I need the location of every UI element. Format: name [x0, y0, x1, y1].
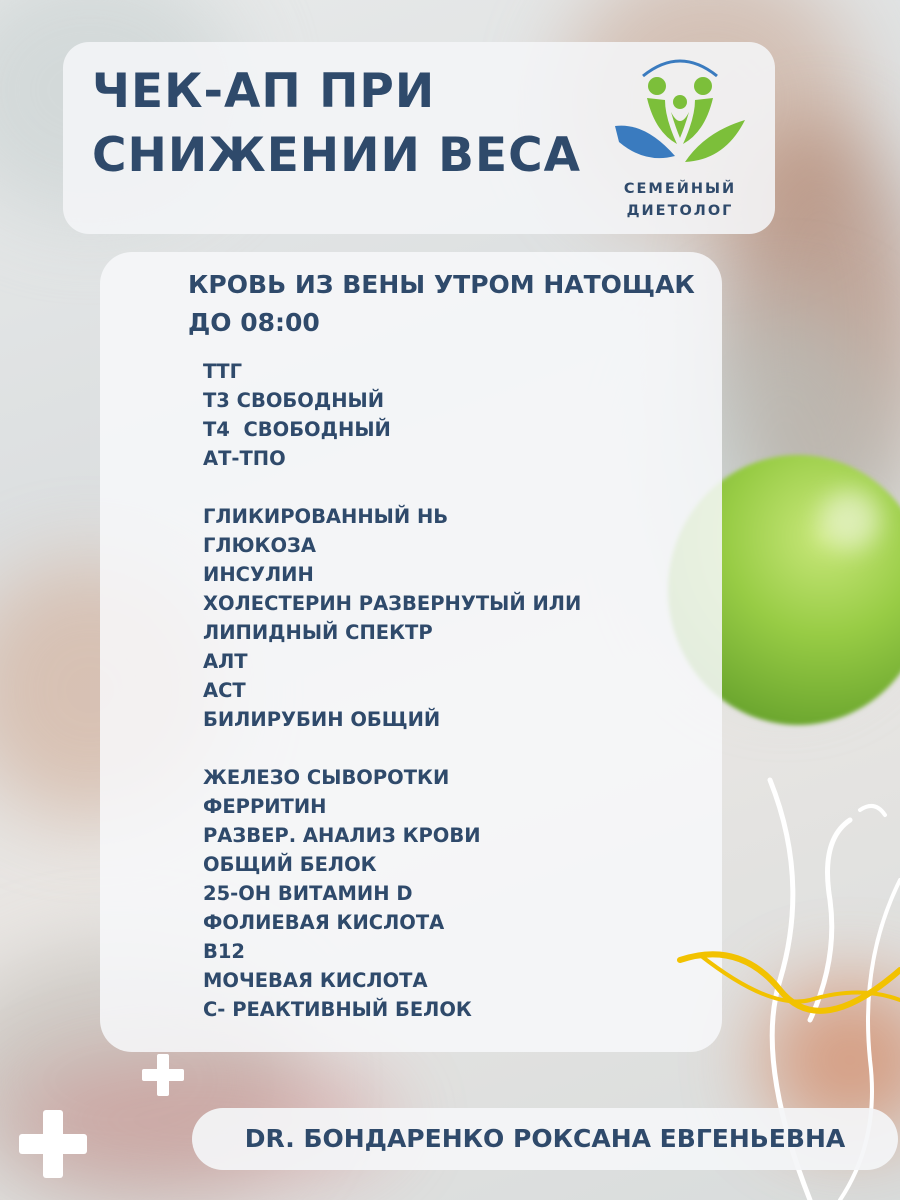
list-item: 25-ОН ВИТАМИН D: [203, 882, 413, 905]
list-item: АЛТ: [203, 650, 248, 673]
logo-wordmark: [600, 178, 760, 222]
section-heading-line-1: КРОВЬ ИЗ ВЕНЫ УТРОМ НАТОЩАК: [188, 270, 695, 299]
list-gap: [203, 734, 581, 763]
list-item: БИЛИРУБИН ОБЩИЙ: [203, 708, 441, 731]
list-item: С- РЕАКТИВНЫЙ БЕЛОК: [203, 998, 472, 1021]
logo-line-1: СЕМЕЙНЫЙ: [623, 181, 737, 197]
list-gap: [203, 473, 581, 502]
list-item: ТТГ: [203, 360, 243, 383]
list-item: В12: [203, 940, 245, 963]
section-heading-line-2: ДО 08:00: [188, 308, 320, 337]
doctor-name: DR. БОНДАРЕНКО РОКСАНА ЕВГЕНЬЕВНА: [244, 1124, 846, 1153]
plus-cross-icon: [17, 1108, 89, 1180]
list-item: ФЕРРИТИН: [203, 795, 327, 818]
list-item: ГЛЮКОЗА: [203, 534, 316, 557]
title-line-2: СНИЖЕНИИ ВЕСА: [92, 128, 581, 183]
list-item: АТ-ТПО: [203, 447, 286, 470]
plus-cross-icon: [140, 1052, 186, 1098]
list-item: ОБЩИЙ БЕЛОК: [203, 853, 377, 876]
list-item: ГЛИКИРОВАННЫЙ НЬ: [203, 505, 449, 528]
list-item: ЖЕЛЕЗО СЫВОРОТКИ: [203, 766, 450, 789]
list-item: ИНСУЛИН: [203, 563, 314, 586]
list-item: МОЧЕВАЯ КИСЛОТА: [203, 969, 428, 992]
logo-line-2: ДИЕТОЛОГ: [626, 203, 734, 219]
section-heading: [188, 266, 708, 342]
list-item: АСТ: [203, 679, 246, 702]
list-item: РАЗВЕР. АНАЛИЗ КРОВИ: [203, 824, 481, 847]
list-item: Т3 СВОБОДНЫЙ: [203, 389, 385, 412]
list-item: Т4 СВОБОДНЫЙ: [203, 418, 391, 441]
page-title: [92, 60, 581, 188]
list-item: ФОЛИЕВАЯ КИСЛОТА: [203, 911, 445, 934]
test-list: [203, 357, 581, 1024]
list-item: ЛИПИДНЫЙ СПЕКТР: [203, 621, 433, 644]
list-item: ХОЛЕСТЕРИН РАЗВЕРНУТЫЙ ИЛИ: [203, 592, 582, 615]
title-line-1: ЧЕК-АП ПРИ: [92, 64, 436, 119]
